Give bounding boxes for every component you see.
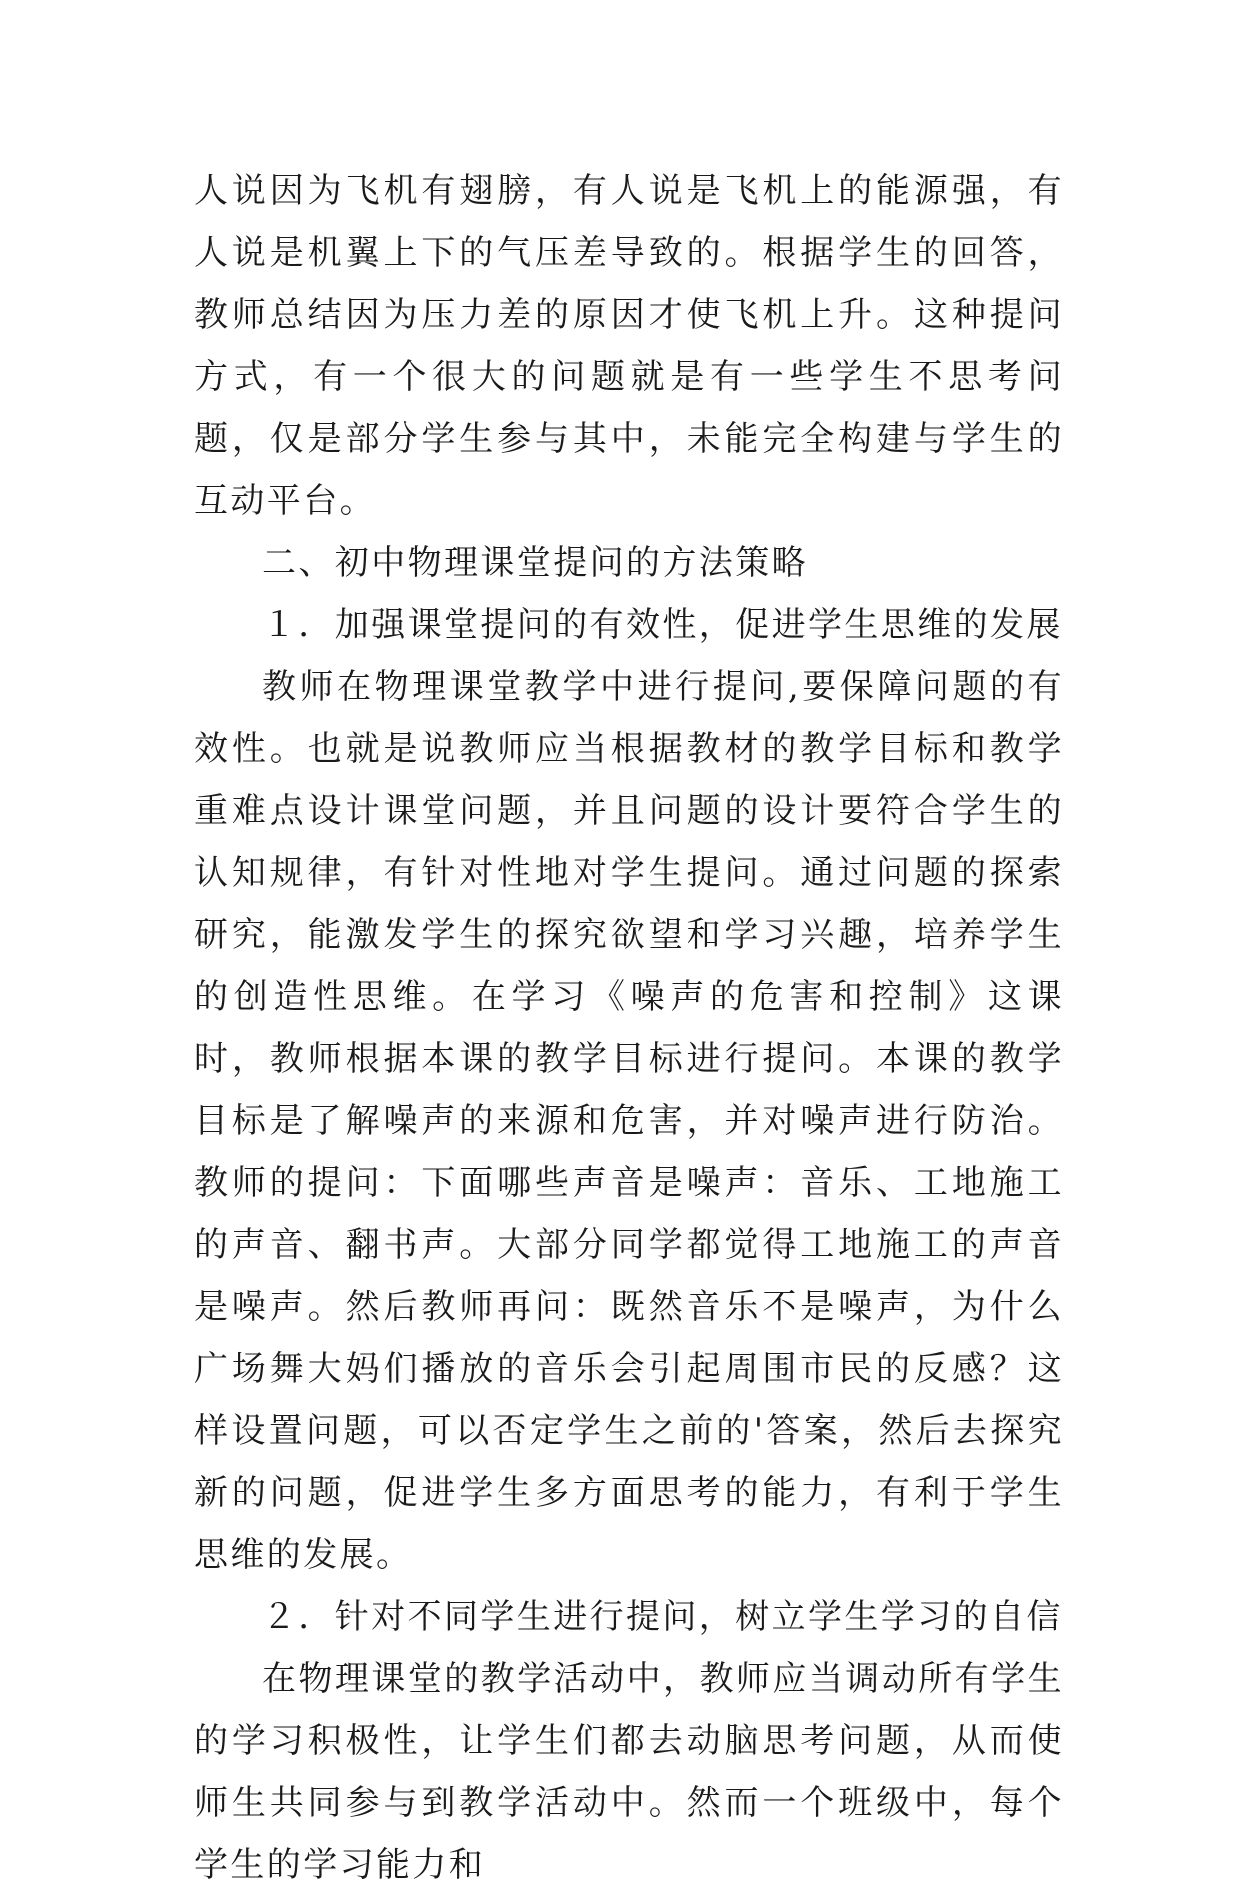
subsection-heading-1: １．加强课堂提问的有效性，促进学生思维的发展	[262, 605, 1063, 645]
body-paragraph: 教师在物理课堂教学中进行提问,要保障问题的有效性。也就是说教师应当根据教材的教学目标和教学重难点设计课堂问题，并且问题的设计要符合学生的认知规律，有针对性地对学生提问。通过问题的探索研究，能激发学生的探究欲望和学习兴趣，培养学生的创造性思维。在学习《噪声的危害和控制》这课时，教师根据本课的教学目标进行提问。本课的教学目标是了解噪声的来源和危害，并对噪声进行防治。教师的提问：下面哪些声音是噪声：音乐、工地施工的声音、翻书声。大部分同学都觉得工地施工的声音是噪声。然后教师再问：既然音乐不是噪声，为什么广场舞大妈们播放的音乐会引起周围市民的反感？这样设置问题，可以否定学生之前的'答案，然后去探究新的问题，促进学生多方面思考的能力，有利于学生思维的发展。	[194, 667, 1064, 1575]
body-paragraph-continued: 人说因为飞机有翅膀，有人说是飞机上的能源强，有人说是机翼上下的气压差导致的。根据学生的回答，教师总结因为压力差的原因才使飞机上升。这种提问方式，有一个很大的问题就是有一些学生不思考问题，仅是部分学生参与其中，未能完全构建与学生的互动平台。	[194, 171, 1064, 521]
document-body	[194, 160, 1064, 1896]
body-paragraph: 在物理课堂的教学活动中，教师应当调动所有学生的学习积极性，让学生们都去动脑思考问题，从而使师生共同参与到教学活动中。然而一个班级中，每个学生的学习能力和	[194, 1659, 1064, 1885]
section-heading: 二、初中物理课堂提问的方法策略	[262, 543, 808, 583]
subsection-heading-2: ２．针对不同学生进行提问，树立学生学习的自信	[262, 1597, 1063, 1637]
